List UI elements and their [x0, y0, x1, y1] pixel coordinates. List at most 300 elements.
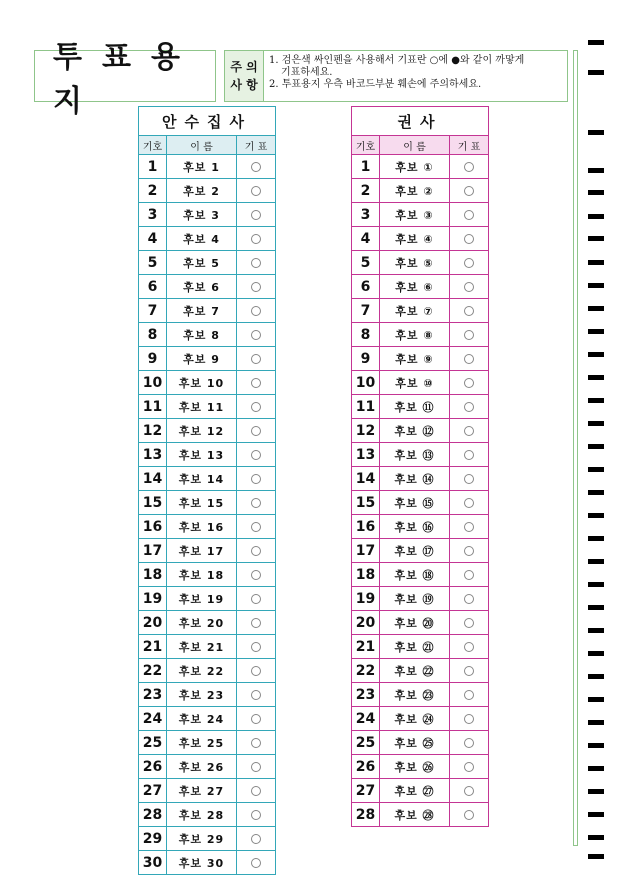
candidate-number: 15 — [352, 491, 380, 514]
candidate-number: 22 — [139, 659, 167, 682]
candidate-name: 후보 27 — [167, 779, 237, 802]
vote-cell[interactable] — [237, 803, 275, 826]
vote-circle-icon[interactable] — [464, 642, 474, 652]
vote-circle-icon[interactable] — [464, 378, 474, 388]
timing-mark — [588, 168, 604, 173]
candidate-number: 10 — [352, 371, 380, 394]
candidate-number: 8 — [139, 323, 167, 346]
vote-cell[interactable] — [237, 155, 275, 178]
candidate-name: 후보 ⑱ — [380, 563, 450, 586]
vote-cell[interactable] — [237, 323, 275, 346]
candidate-number: 27 — [139, 779, 167, 802]
timing-mark — [588, 352, 604, 357]
vote-circle-icon[interactable] — [251, 186, 261, 196]
candidate-number: 22 — [352, 659, 380, 682]
candidate-name: 후보 26 — [167, 755, 237, 778]
vote-circle-icon[interactable] — [464, 162, 474, 172]
vote-cell[interactable] — [237, 419, 275, 442]
candidate-row — [352, 395, 488, 419]
vote-circle-icon[interactable] — [251, 666, 261, 676]
candidate-number: 28 — [352, 803, 380, 826]
candidate-number: 23 — [352, 683, 380, 706]
candidate-name: 후보 ④ — [380, 227, 450, 250]
candidate-name: 후보 10 — [167, 371, 237, 394]
vote-cell[interactable] — [237, 275, 275, 298]
candidate-number: 23 — [139, 683, 167, 706]
candidate-row — [139, 827, 275, 851]
vote-circle-icon[interactable] — [464, 594, 474, 604]
candidate-number: 12 — [352, 419, 380, 442]
timing-mark — [588, 40, 604, 45]
candidate-row — [352, 251, 488, 275]
header-row — [139, 136, 275, 155]
vote-cell[interactable] — [237, 731, 275, 754]
candidate-name: 후보 5 — [167, 251, 237, 274]
vote-cell[interactable] — [450, 587, 488, 610]
vote-cell[interactable] — [450, 635, 488, 658]
vote-circle-icon[interactable] — [251, 810, 261, 820]
candidate-name: 후보 ② — [380, 179, 450, 202]
candidate-row — [352, 299, 488, 323]
ballot-deacon — [138, 106, 276, 875]
candidate-name: 후보 ㉒ — [380, 659, 450, 682]
candidate-number: 9 — [352, 347, 380, 370]
ballot-title-kwonsa: 권사 — [352, 107, 488, 136]
vote-cell[interactable] — [450, 299, 488, 322]
candidate-name: 후보 ㉔ — [380, 707, 450, 730]
candidate-name: 후보 4 — [167, 227, 237, 250]
vote-circle-icon[interactable] — [251, 282, 261, 292]
candidate-name: 후보 ⑯ — [380, 515, 450, 538]
candidate-number: 18 — [352, 563, 380, 586]
vote-cell[interactable] — [450, 275, 488, 298]
candidate-name: 후보 29 — [167, 827, 237, 850]
candidate-name: 후보 ⑩ — [380, 371, 450, 394]
vote-circle-icon[interactable] — [464, 354, 474, 364]
candidate-name: 후보 ㉕ — [380, 731, 450, 754]
candidate-name: 후보 28 — [167, 803, 237, 826]
vote-circle-icon[interactable] — [251, 642, 261, 652]
candidate-row — [139, 755, 275, 779]
candidate-row — [352, 443, 488, 467]
candidate-row — [352, 755, 488, 779]
vote-circle-icon[interactable] — [464, 210, 474, 220]
vote-cell[interactable] — [237, 779, 275, 802]
candidate-name: 후보 ㉗ — [380, 779, 450, 802]
timing-mark — [588, 720, 604, 725]
candidate-name: 후보 17 — [167, 539, 237, 562]
vote-circle-icon[interactable] — [251, 546, 261, 556]
candidate-row — [139, 467, 275, 491]
vote-circle-icon[interactable] — [251, 570, 261, 580]
candidate-number: 24 — [139, 707, 167, 730]
timing-mark — [588, 421, 604, 426]
notice-box — [224, 50, 568, 102]
vote-circle-icon[interactable] — [464, 234, 474, 244]
candidate-row — [352, 347, 488, 371]
vote-circle-icon[interactable] — [251, 762, 261, 772]
header-no: 기호 — [352, 136, 380, 154]
candidate-number: 10 — [139, 371, 167, 394]
vote-circle-icon[interactable] — [464, 450, 474, 460]
vote-circle-icon[interactable] — [464, 498, 474, 508]
candidate-number: 8 — [352, 323, 380, 346]
vote-cell[interactable] — [450, 683, 488, 706]
vote-cell[interactable] — [450, 803, 488, 826]
timing-mark — [588, 835, 604, 840]
timing-mark — [588, 306, 604, 311]
vote-cell[interactable] — [237, 299, 275, 322]
candidate-name: 후보 ⑦ — [380, 299, 450, 322]
vote-circle-icon[interactable] — [464, 258, 474, 268]
vote-circle-icon[interactable] — [251, 498, 261, 508]
vote-cell[interactable] — [237, 539, 275, 562]
vote-cell[interactable] — [237, 563, 275, 586]
candidate-number: 7 — [139, 299, 167, 322]
vote-circle-icon[interactable] — [464, 402, 474, 412]
candidate-row — [139, 419, 275, 443]
ballot-title: 투표용지 — [34, 50, 216, 102]
candidate-row — [352, 275, 488, 299]
candidate-name: 후보 9 — [167, 347, 237, 370]
vote-circle-icon[interactable] — [464, 690, 474, 700]
candidate-name: 후보 21 — [167, 635, 237, 658]
vote-cell[interactable] — [237, 611, 275, 634]
vote-circle-icon[interactable] — [464, 738, 474, 748]
vote-cell[interactable] — [450, 347, 488, 370]
timing-marks — [588, 0, 604, 891]
vote-cell[interactable] — [237, 491, 275, 514]
vote-cell[interactable] — [237, 659, 275, 682]
candidate-row — [139, 323, 275, 347]
vote-circle-icon[interactable] — [251, 738, 261, 748]
vote-circle-icon[interactable] — [464, 522, 474, 532]
header-vote: 기 표 — [457, 141, 481, 153]
vote-cell[interactable] — [237, 227, 275, 250]
vote-cell[interactable] — [450, 155, 488, 178]
vote-cell[interactable] — [237, 443, 275, 466]
header-row — [352, 136, 488, 155]
vote-cell[interactable] — [237, 707, 275, 730]
candidate-number: 5 — [139, 251, 167, 274]
vote-circle-icon[interactable] — [464, 810, 474, 820]
candidate-name: 후보 ⑥ — [380, 275, 450, 298]
vote-circle-icon[interactable] — [251, 210, 261, 220]
candidate-name: 후보 2 — [167, 179, 237, 202]
candidate-row — [352, 587, 488, 611]
vote-cell[interactable] — [450, 515, 488, 538]
candidate-row — [352, 467, 488, 491]
candidate-number: 15 — [139, 491, 167, 514]
vote-circle-icon[interactable] — [251, 306, 261, 316]
candidate-row — [139, 275, 275, 299]
timing-mark — [588, 513, 604, 518]
header-vote: 기 표 — [244, 141, 268, 153]
timing-mark — [588, 582, 604, 587]
candidate-row — [352, 659, 488, 683]
candidate-name: 후보 ⑤ — [380, 251, 450, 274]
candidate-row — [352, 419, 488, 443]
candidate-number: 17 — [139, 539, 167, 562]
candidate-name: 후보 ⑬ — [380, 443, 450, 466]
vote-cell[interactable] — [450, 755, 488, 778]
candidate-row — [139, 203, 275, 227]
vote-cell[interactable] — [450, 563, 488, 586]
candidate-number: 13 — [352, 443, 380, 466]
candidate-number: 24 — [352, 707, 380, 730]
vote-cell[interactable] — [237, 515, 275, 538]
vote-circle-icon[interactable] — [251, 426, 261, 436]
vote-cell[interactable] — [450, 659, 488, 682]
candidate-row — [352, 227, 488, 251]
timing-mark — [588, 70, 604, 75]
candidate-row — [352, 539, 488, 563]
vote-circle-icon[interactable] — [251, 834, 261, 844]
vote-circle-icon[interactable] — [251, 858, 261, 868]
vote-circle-icon[interactable] — [464, 570, 474, 580]
candidate-name: 후보 20 — [167, 611, 237, 634]
timing-mark — [588, 214, 604, 219]
vote-cell[interactable] — [450, 251, 488, 274]
vote-cell[interactable] — [237, 179, 275, 202]
candidate-name: 후보 ③ — [380, 203, 450, 226]
timing-mark — [588, 628, 604, 633]
vote-circle-icon[interactable] — [251, 594, 261, 604]
vote-cell[interactable] — [450, 203, 488, 226]
ballot-title-deacon: 안수집사 — [139, 107, 275, 136]
candidate-row — [352, 323, 488, 347]
vote-cell[interactable] — [450, 227, 488, 250]
candidate-number: 14 — [139, 467, 167, 490]
candidate-number: 13 — [139, 443, 167, 466]
vote-cell[interactable] — [450, 611, 488, 634]
vote-cell[interactable] — [450, 731, 488, 754]
candidate-number: 11 — [139, 395, 167, 418]
vote-cell[interactable] — [450, 371, 488, 394]
candidate-number: 27 — [352, 779, 380, 802]
vote-circle-icon[interactable] — [464, 762, 474, 772]
candidate-number: 21 — [139, 635, 167, 658]
candidate-row — [352, 203, 488, 227]
vote-circle-icon[interactable] — [464, 426, 474, 436]
candidate-name: 후보 18 — [167, 563, 237, 586]
vote-circle-icon[interactable] — [464, 474, 474, 484]
candidate-name: 후보 ⑭ — [380, 467, 450, 490]
candidate-row — [139, 563, 275, 587]
timing-mark — [588, 375, 604, 380]
header-no: 기호 — [139, 136, 167, 154]
candidate-number: 11 — [352, 395, 380, 418]
timing-mark — [588, 190, 604, 195]
candidate-number: 26 — [139, 755, 167, 778]
candidate-name: 후보 12 — [167, 419, 237, 442]
vote-circle-icon[interactable] — [251, 330, 261, 340]
timing-mark — [588, 398, 604, 403]
candidate-name: 후보 6 — [167, 275, 237, 298]
candidate-name: 후보 ⑮ — [380, 491, 450, 514]
vote-circle-icon[interactable] — [251, 162, 261, 172]
candidate-row — [139, 803, 275, 827]
candidate-name: 후보 30 — [167, 851, 237, 874]
vote-circle-icon[interactable] — [251, 354, 261, 364]
candidate-name: 후보 ㉘ — [380, 803, 450, 826]
timing-mark — [588, 559, 604, 564]
candidate-number: 25 — [139, 731, 167, 754]
vote-cell[interactable] — [450, 179, 488, 202]
vote-circle-icon[interactable] — [251, 618, 261, 628]
vote-cell[interactable] — [237, 203, 275, 226]
candidate-row — [139, 731, 275, 755]
vote-circle-icon[interactable] — [251, 522, 261, 532]
vote-circle-icon[interactable] — [464, 546, 474, 556]
candidate-number: 9 — [139, 347, 167, 370]
candidate-row — [352, 515, 488, 539]
timing-mark — [588, 490, 604, 495]
notice-text — [264, 51, 567, 101]
candidate-number: 26 — [352, 755, 380, 778]
vote-circle-icon[interactable] — [251, 714, 261, 724]
candidate-row — [352, 611, 488, 635]
candidate-row — [352, 179, 488, 203]
vote-circle-icon[interactable] — [464, 186, 474, 196]
header-name: 이 름 — [167, 136, 237, 154]
candidate-name: 후보 ⑳ — [380, 611, 450, 634]
candidate-number: 4 — [352, 227, 380, 250]
candidate-number: 19 — [139, 587, 167, 610]
candidate-number: 20 — [352, 611, 380, 634]
vote-circle-icon[interactable] — [464, 666, 474, 676]
candidate-row — [139, 539, 275, 563]
notice-line-1: 1. 검은색 싸인펜을 사용해서 기표란 ○에 ●와 같이 까맣게 — [269, 55, 525, 66]
vote-circle-icon[interactable] — [464, 714, 474, 724]
notice-line-1b: 기표하세요. — [281, 67, 333, 78]
notice-label-top: 주 의 — [230, 60, 258, 74]
candidate-number: 3 — [139, 203, 167, 226]
candidate-number: 1 — [352, 155, 380, 178]
candidate-row — [352, 683, 488, 707]
candidate-name: 후보 ⑨ — [380, 347, 450, 370]
timing-mark — [588, 789, 604, 794]
timing-mark — [588, 674, 604, 679]
vote-cell[interactable] — [450, 491, 488, 514]
candidate-number: 21 — [352, 635, 380, 658]
candidate-row — [139, 851, 275, 874]
candidate-number: 4 — [139, 227, 167, 250]
vote-circle-icon[interactable] — [251, 234, 261, 244]
header-name: 이 름 — [380, 136, 450, 154]
candidate-name: 후보 ⑰ — [380, 539, 450, 562]
notice-label — [225, 51, 264, 101]
candidate-number: 19 — [352, 587, 380, 610]
candidate-name: 후보 23 — [167, 683, 237, 706]
timing-mark — [588, 283, 604, 288]
candidate-name: 후보 16 — [167, 515, 237, 538]
candidate-name: 후보 ⑲ — [380, 587, 450, 610]
candidate-number: 3 — [352, 203, 380, 226]
candidate-row — [139, 299, 275, 323]
candidate-name: 후보 19 — [167, 587, 237, 610]
ballot-kwonsa — [351, 106, 489, 827]
candidate-name: 후보 13 — [167, 443, 237, 466]
timing-mark — [588, 766, 604, 771]
candidate-number: 6 — [139, 275, 167, 298]
vote-cell[interactable] — [237, 851, 275, 874]
timing-mark — [588, 605, 604, 610]
candidate-name: 후보 ⑫ — [380, 419, 450, 442]
notice-label-bottom: 사 항 — [230, 78, 258, 92]
vote-cell[interactable] — [237, 683, 275, 706]
vote-cell[interactable] — [237, 251, 275, 274]
candidate-name: 후보 1 — [167, 155, 237, 178]
vote-circle-icon[interactable] — [251, 450, 261, 460]
candidate-number: 12 — [139, 419, 167, 442]
vote-circle-icon[interactable] — [464, 786, 474, 796]
candidate-row — [139, 635, 275, 659]
candidate-name: 후보 ① — [380, 155, 450, 178]
candidate-row — [139, 155, 275, 179]
candidate-number: 5 — [352, 251, 380, 274]
vote-cell[interactable] — [450, 707, 488, 730]
candidate-row — [139, 515, 275, 539]
candidate-number: 25 — [352, 731, 380, 754]
notice-line-2: 2. 투표용지 우측 바코드부분 훼손에 주의하세요. — [269, 79, 482, 90]
timing-mark — [588, 536, 604, 541]
candidate-name: 후보 8 — [167, 323, 237, 346]
vote-circle-icon[interactable] — [464, 330, 474, 340]
candidate-number: 29 — [139, 827, 167, 850]
candidate-number: 1 — [139, 155, 167, 178]
candidate-number: 20 — [139, 611, 167, 634]
candidate-name: 후보 24 — [167, 707, 237, 730]
candidate-name: 후보 ㉑ — [380, 635, 450, 658]
vote-cell[interactable] — [450, 467, 488, 490]
candidate-row — [352, 779, 488, 803]
vote-circle-icon[interactable] — [251, 378, 261, 388]
candidate-row — [139, 611, 275, 635]
vote-cell[interactable] — [237, 467, 275, 490]
vote-circle-icon[interactable] — [464, 306, 474, 316]
vote-cell[interactable] — [237, 347, 275, 370]
vote-circle-icon[interactable] — [251, 258, 261, 268]
vote-cell[interactable] — [237, 371, 275, 394]
vote-circle-icon[interactable] — [251, 474, 261, 484]
vote-circle-icon[interactable] — [251, 402, 261, 412]
vote-cell[interactable] — [237, 755, 275, 778]
candidate-row — [139, 443, 275, 467]
candidate-row — [352, 563, 488, 587]
candidate-name: 후보 ⑪ — [380, 395, 450, 418]
candidate-name: 후보 25 — [167, 731, 237, 754]
vote-cell[interactable] — [237, 587, 275, 610]
candidate-name: 후보 15 — [167, 491, 237, 514]
vote-cell[interactable] — [237, 635, 275, 658]
vote-circle-icon[interactable] — [464, 282, 474, 292]
vote-circle-icon[interactable] — [464, 618, 474, 628]
vote-cell[interactable] — [450, 323, 488, 346]
vote-cell[interactable] — [450, 539, 488, 562]
candidate-row — [139, 779, 275, 803]
vote-cell[interactable] — [450, 395, 488, 418]
candidate-number: 2 — [352, 179, 380, 202]
vote-circle-icon[interactable] — [251, 786, 261, 796]
candidate-row — [352, 707, 488, 731]
vote-cell[interactable] — [237, 827, 275, 850]
vote-cell[interactable] — [450, 779, 488, 802]
vote-circle-icon[interactable] — [251, 690, 261, 700]
vote-cell[interactable] — [237, 395, 275, 418]
vote-cell[interactable] — [450, 419, 488, 442]
vote-cell[interactable] — [450, 443, 488, 466]
